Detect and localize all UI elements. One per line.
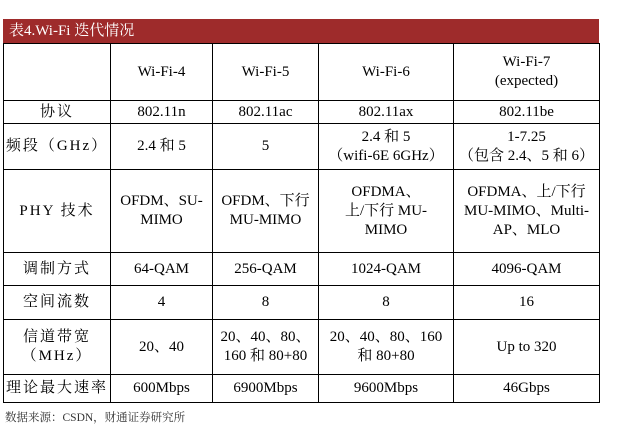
cell-text-line: 5 — [261, 138, 270, 154]
table-cell — [111, 320, 213, 375]
cell-text-line: 2.4 和 5 — [361, 128, 411, 145]
cell-text-line: 256-QAM — [234, 260, 297, 277]
table-cell — [319, 101, 454, 124]
table-cell — [454, 286, 600, 320]
cell-text-line: （wifi-6E 6GHz） — [328, 147, 444, 164]
header-cell-wifi7 — [454, 44, 600, 101]
table-cell — [454, 375, 600, 403]
cell-text-line: 20、40、80、 — [220, 329, 311, 345]
cell-text-line: 160 和 80+80 — [223, 348, 308, 364]
cell-text-line: OFDM、下行 — [221, 193, 310, 209]
source-note: 数据来源：CSDN，财通证券研究所 — [5, 412, 186, 424]
cell-text-line: 600Mbps — [133, 380, 190, 396]
cell-text-line: 2.4 和 5 — [137, 138, 186, 154]
table-cell — [454, 253, 600, 286]
row-label — [4, 375, 111, 403]
table-cell — [213, 253, 319, 286]
cell-text-line: 4096-QAM — [491, 260, 562, 277]
cell-text-line: Wi-Fi-5 — [241, 63, 290, 80]
table-cell — [319, 124, 454, 170]
table-cell — [111, 375, 213, 403]
cell-text-line: 9600Mbps — [353, 380, 419, 396]
table-cell — [319, 170, 454, 253]
cell-text-line: 8 — [261, 294, 270, 310]
header-cell-wifi5 — [213, 44, 319, 101]
row-label — [4, 170, 111, 253]
row-label — [4, 320, 111, 375]
table-cell — [213, 320, 319, 375]
table-cell — [213, 101, 319, 124]
cell-text-line: 和 80+80 — [357, 348, 415, 364]
cell-text-line: 802.11ac — [238, 103, 293, 120]
table-cell — [319, 286, 454, 320]
cell-text-line: 上/下行 MU- — [344, 202, 428, 219]
cell-text-line: 1024-QAM — [351, 260, 421, 277]
table-cell — [111, 124, 213, 170]
cell-text-line: 46Gbps — [503, 380, 550, 396]
row-label — [4, 124, 111, 170]
row-bandwidth — [4, 320, 600, 375]
cell-text-line: 802.11ax — [358, 103, 414, 120]
table-cell — [454, 170, 600, 253]
cell-text-line: 4 — [157, 294, 166, 310]
table-cell — [454, 320, 600, 375]
table-title: 表4.Wi-Fi 迭代情况 — [3, 19, 599, 43]
cell-text-line: 空间流数 — [22, 294, 91, 310]
row-max-rate — [4, 375, 600, 403]
cell-text-line: 8 — [382, 294, 390, 310]
cell-text-line: Wi-Fi-6 — [362, 63, 410, 80]
row-label — [4, 286, 111, 320]
table-cell — [111, 286, 213, 320]
table-cell — [111, 101, 213, 124]
row-phy — [4, 170, 600, 253]
cell-text-line: OFDM、SU- — [120, 193, 203, 209]
table-cell — [454, 101, 600, 124]
cell-text-line: 802.11n — [137, 103, 186, 120]
cell-text-line: Up to 320 — [496, 338, 557, 355]
cell-text-line: 16 — [519, 294, 534, 310]
cell-text-line: （包含 2.4、5 和 6） — [458, 147, 594, 164]
row-streams — [4, 286, 600, 320]
cell-text-line: OFDMA、 — [351, 183, 421, 200]
cell-text-line: 信道带宽 — [22, 329, 91, 345]
cell-text-line: 802.11be — [499, 103, 554, 120]
table-cell — [213, 124, 319, 170]
cell-text-line: MIMO — [364, 221, 408, 238]
cell-text-line: 频段（GHz） — [5, 138, 109, 154]
cell-text-line: 6900Mbps — [233, 380, 298, 396]
table-cell — [454, 124, 600, 170]
cell-text-line: 调制方式 — [22, 260, 91, 277]
cell-text-line: MIMO — [140, 212, 183, 228]
table-cell — [111, 253, 213, 286]
table-cell — [111, 170, 213, 253]
cell-text-line: OFDMA、上/下行 — [467, 183, 586, 200]
cell-text-line: 协议 — [39, 103, 74, 120]
table-cell — [213, 286, 319, 320]
cell-text-line: (expected) — [494, 73, 559, 89]
cell-text-line: 64-QAM — [134, 260, 189, 277]
cell-text-line: 理论最大速率 — [5, 380, 108, 396]
header-cell-empty — [4, 44, 111, 101]
cell-text-line: 1-7.25 — [507, 128, 546, 145]
row-protocol — [4, 101, 600, 124]
table-cell — [319, 375, 454, 403]
cell-text-line: Wi-Fi-7 — [502, 54, 551, 70]
row-band — [4, 124, 600, 170]
row-label — [4, 101, 111, 124]
cell-text-line: 20、40、80、160 — [329, 329, 443, 345]
row-label — [4, 253, 111, 286]
cell-text-line: MU-MIMO — [229, 212, 302, 228]
table-cell — [213, 170, 319, 253]
header-cell-wifi4 — [111, 44, 213, 101]
cell-text-line: AP、MLO — [492, 221, 561, 238]
cell-text-line: （MHz） — [21, 348, 93, 364]
header-row — [4, 44, 600, 101]
table-cell — [319, 320, 454, 375]
header-cell-wifi6 — [319, 44, 454, 101]
cell-text-line: Wi-Fi-4 — [137, 63, 186, 80]
wifi-iteration-table — [3, 43, 600, 403]
cell-text-line: MU-MIMO、Multi- — [463, 202, 589, 219]
table-cell — [213, 375, 319, 403]
table-cell — [319, 253, 454, 286]
cell-text-line: PHY 技术 — [19, 202, 95, 219]
row-modulation — [4, 253, 600, 286]
cell-text-line: 20、40 — [138, 338, 184, 355]
